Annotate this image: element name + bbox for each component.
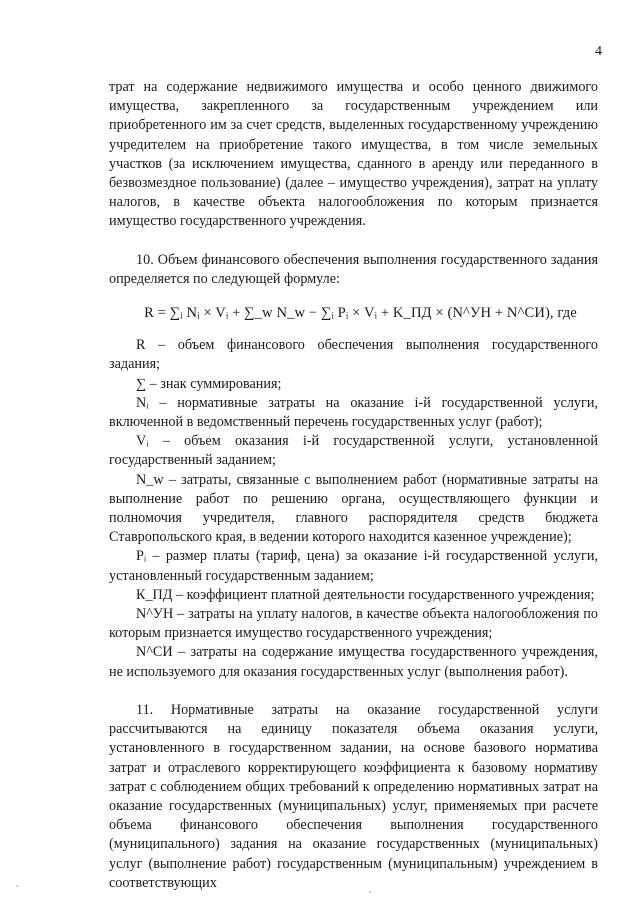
definition-kpd: К_ПД – коэффициент платной деятельности государственного учреждения; [136,586,595,603]
paragraph-11: 11. Нормативные затраты на оказание государственной услуги рассчитываются на единицу показателя объема оказания услуги, установленного в государственном задании, на основе базового норматива затрат и отраслевого корректирующего коэффициента к базовому нормативу затрат с соблюдением общих требований к определению нормативных затрат на оказание государственных (муниципальных) услуг, применяемых при расчете объема финансового обеспечения выполнения государственного (муниципального) задания на оказание государственных (муниципальных) услуг (выполнение работ) государственным (муниципальным) учреждением в соответствующих [109,701,598,891]
scan-artifact [369,891,371,893]
definition-vi: Vᵢ – объем оказания i-й государственной услуги, установленной государственный заданием; [109,433,598,469]
definition-ni: Nᵢ – нормативные затраты на оказание i-й государственной услуги, включенной в ведомственный перечень государственных услуг (работ); [109,394,598,431]
paragraph-continuation: трат на содержание недвижимого имущества и особо ценного движимого имущества, закрепленного за государственным учреждением или приобретенного им за счет средств, выделенных государственному учреждению учредителем на приобретение такого имущества, в том числе земельных участков (за исключением имущества, сданного в аренду или переданного в безвозмездное пользование) (далее – имущество учреждения), затрат на уплату налогов, в качестве объекта налогообложения по которым признается имущество государственного учреждения. [109,79,598,230]
document-body [109,78,598,893]
definition-r: R – объем финансового обеспечения выполнения государственного задания; [109,337,598,373]
definition-nsi: N^СИ – затраты на содержание имущества государственного учреждения, не используемого для оказания государственных услуг (выполнения работ). [109,644,598,680]
definition-sum: ∑ – знак суммирования; [136,375,282,392]
definition-nw: N_w – затраты, связанные с выполнением работ (нормативные затраты на выполнение работ по решению органа, осуществляющего функции и полномочия учредителя, главного распорядителя средств бюджета Ставропольского края, в ведении которого находится казенное учреждение); [109,471,598,546]
financing-formula: R = ∑ᵢ Nᵢ × Vᵢ + ∑_w N_w − ∑ᵢ Pᵢ × Vᵢ + K_ПД × (N^УН + N^СИ), где [144,305,577,322]
definition-nun: N^УН – затраты на уплату налогов, в качестве объекта налогообложения по которым признается имущество государственного учреждения; [109,606,598,642]
definition-pi: Pᵢ – размер платы (тариф, цена) за оказание i-й государственной услуги, установленный государственным заданием; [109,548,598,584]
paragraph-10: 10. Объем финансового обеспечения выполнения государственного задания определяется по следующей формуле: [109,251,598,287]
page-number: 4 [595,44,602,59]
scan-artifact [16,885,18,887]
